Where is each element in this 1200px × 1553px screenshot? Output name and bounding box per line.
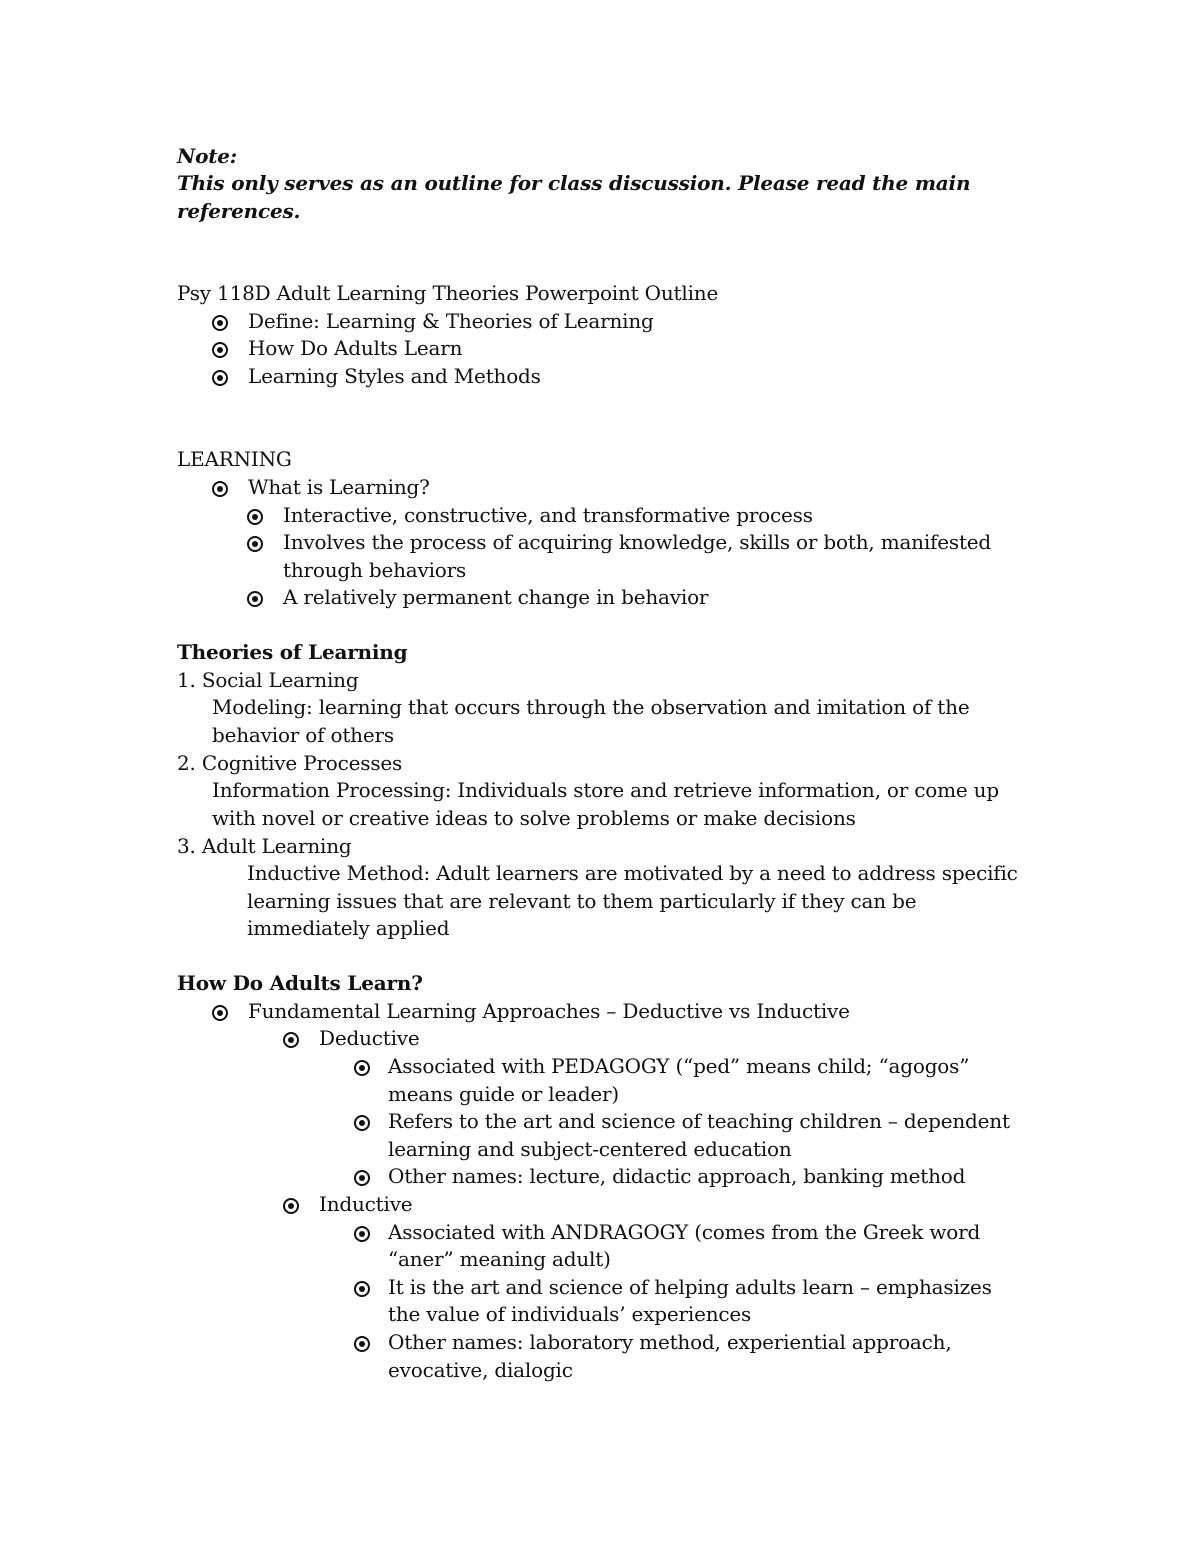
bullet-icon xyxy=(354,1170,370,1186)
bullet-icon xyxy=(354,1115,370,1131)
theory-1-title: 1. Social Learning xyxy=(177,668,359,692)
bullet-icon xyxy=(354,1226,370,1242)
deductive-point-continued: learning and subject-centered education xyxy=(388,1137,792,1161)
theory-3-line-3: immediately applied xyxy=(247,916,450,940)
inductive-point-continued: the value of individuals’ experiences xyxy=(388,1302,752,1326)
bullet-icon xyxy=(283,1032,299,1048)
bullet-icon xyxy=(354,1060,370,1076)
note-label: Note: xyxy=(177,144,237,168)
bullet-icon xyxy=(212,342,228,358)
theory-3-line-2: learning issues that are relevant to them particularly if they can be xyxy=(247,889,917,913)
note-line-2: references. xyxy=(177,199,301,223)
learning-point-continued: through behaviors xyxy=(283,558,467,582)
learning-heading: LEARNING xyxy=(177,447,292,471)
bullet-icon xyxy=(354,1281,370,1297)
document-page: Note: This only serves as an outline for class discussion. Please read the main references. Psy 118D Adult Learning Theories Powerpoint Outline Define: Learning & Theories of Learning How Do Adults Learn Learning Styles and Methods LEARNING What is Learning? Interactive, constructive, and transformative process Involves the process of acquiring knowledge, skills or both, manifested through behaviors A relatively permanent change in behavior Theories of Learning 1. Social Learning Modeling: learning that occurs through the observation and imitation of the behavior of others 2. Cognitive Processes Information Processing: Individuals store and retrieve information, or come up with novel or creative ideas to solve problems or make decisions 3. Adult Learning Inductive Method: Adult learners are motivated by a need to address specific learning issues that are relevant to them particularly if they can be immediately applied How Do Adults Learn? Fundamental Learning Approaches – Deductive vs Inductive Deductive Associated with PEDAGOGY (“ped” means child; “agogos” means guide or leader) Refers to the art and science of teaching children – dependent learning and subject-centered education Other names: lecture, didactic approach, banking method Inductive Associated with ANDRAGOGY (comes from the Greek word “aner” meaning adult) It is the art and science of helping adults learn – emphasizes the value of individuals’ experiences Other names: laboratory method, experiential approach, evocative, dialogic xyxy=(177,144,1018,1382)
note-line-1: This only serves as an outline for class discussion. Please read the main xyxy=(177,171,971,195)
theory-3-title: 3. Adult Learning xyxy=(177,834,352,858)
bullet-icon xyxy=(247,509,263,525)
inductive-point-continued: evocative, dialogic xyxy=(388,1358,573,1382)
adults-heading: How Do Adults Learn? xyxy=(177,971,423,995)
bullet-icon xyxy=(354,1336,370,1352)
theory-2-line-1: Information Processing: Individuals store and retrieve information, or come up xyxy=(212,778,999,802)
bullet-icon xyxy=(212,481,228,497)
bullet-icon xyxy=(212,370,228,386)
bullet-icon xyxy=(212,1005,228,1021)
inductive-point-continued: “aner” meaning adult) xyxy=(388,1247,611,1271)
theory-1-line-2: behavior of others xyxy=(212,723,394,747)
deductive-point-continued: means guide or leader) xyxy=(388,1082,620,1106)
bullet-icon xyxy=(283,1198,299,1214)
outline-title: Psy 118D Adult Learning Theories Powerpoint Outline xyxy=(177,281,719,305)
theory-2-line-2: with novel or creative ideas to solve problems or make decisions xyxy=(212,806,856,830)
bullet-icon xyxy=(212,315,228,331)
bullet-icon xyxy=(247,536,263,552)
bullet-icon xyxy=(247,591,263,607)
theory-3-line-1: Inductive Method: Adult learners are motivated by a need to address specific xyxy=(247,861,1018,885)
theories-heading: Theories of Learning xyxy=(177,640,408,664)
theory-2-title: 2. Cognitive Processes xyxy=(177,751,403,775)
theory-1-line-1: Modeling: learning that occurs through the observation and imitation of the xyxy=(212,695,970,719)
